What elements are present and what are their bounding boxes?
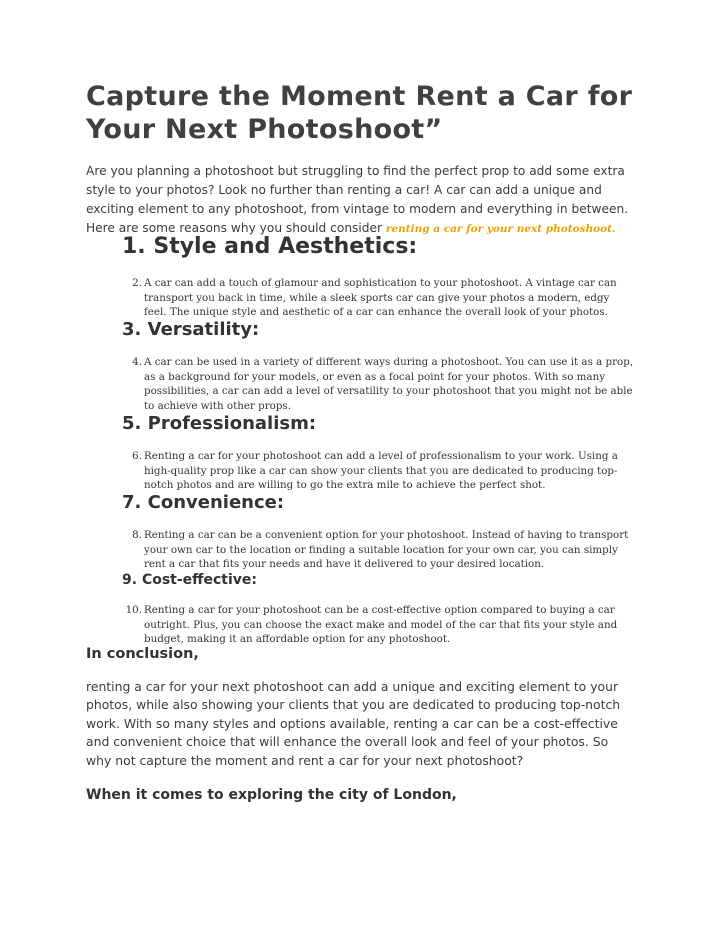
section-title: Style and Aesthetics: (153, 234, 418, 259)
item-number: 4. (132, 356, 142, 368)
renting-link[interactable]: renting a car for your next photoshoot. (385, 223, 616, 235)
list-item (122, 276, 632, 320)
section-number: 5. (122, 413, 142, 434)
item-text: Renting a car for your photoshoot can add a level of professionalism to your work. Using a high-quality prop like a car can show your clients that you are dedicated to producing top-notch photos and are willing to go the extra mile to achieve the perfect shot. (144, 450, 618, 492)
list-item (122, 449, 632, 493)
section-number: 1. (122, 234, 146, 259)
item-number: 6. (132, 450, 142, 462)
list-item (122, 528, 632, 572)
item-number: 8. (132, 529, 142, 541)
section-title: Convenience: (147, 492, 285, 513)
item-text: Renting a car for your photoshoot can be a cost-effective option compared to buying a car outright. Plus, you can choose the exact make and model of the car that fits your style and budget, making it an affordable option for any photoshoot. (144, 604, 618, 646)
item-text: A car can add a touch of glamour and sophistication to your photoshoot. A vintage car can transport you back in time, while a sleek sports car can give your photos a modern, edgy feel. The unique style and aesthetic of a car can enhance the overall look of your photos. (144, 277, 617, 319)
section-number: 9. (122, 572, 138, 588)
section-heading-professionalism (122, 413, 316, 435)
list-item (122, 603, 632, 647)
section-title: Professionalism: (147, 413, 317, 434)
section-title: Cost-effective: (141, 572, 258, 588)
conclusion-heading: In conclusion, (86, 646, 199, 662)
intro-text: Are you planning a photoshoot but struggling to find the perfect prop to add some extra style to your photos? Look no further than renting a car! A car can add a unique and exciting element to any photoshoot, from vintage to modern and everything in between. Here are some reasons why you should consider (86, 164, 629, 235)
section-number: 7. (122, 492, 142, 513)
section-heading-cost-effective (122, 571, 257, 589)
section-heading-style (122, 234, 417, 260)
page-title: Capture the Moment Rent a Car for Your Next Photoshoot” (86, 81, 633, 145)
conclusion-paragraph: renting a car for your next photoshoot can add a unique and exciting element to your photos, while also showing your clients that you are dedicated to producing top-notch work. With so many styles and options available, renting a car can be a cost-effective and convenient choice that will enhance the overall look and feel of your photos. So why not capture the moment and rent a car for your next photoshoot? (86, 679, 621, 768)
section-heading-versatility (122, 319, 259, 341)
intro-paragraph (86, 162, 646, 239)
item-text: A car can be used in a variety of different ways during a photoshoot. You can use it as a prop, as a background for your models, or even as a focal point for your photos. With so many possibilities, a car can add a level of versatility to your photoshoot that you might not be able to achieve with other props. (144, 356, 634, 412)
item-number: 2. (132, 277, 142, 289)
section-heading-convenience (122, 492, 284, 514)
item-text: Renting a car can be a convenient option for your photoshoot. Instead of having to transport your own car to the location or finding a suitable location for your own car, you can simply rent a car that fits your needs and have it delivered to your desired location. (144, 529, 629, 571)
section-number: 3. (122, 319, 142, 340)
item-number: 10. (125, 604, 142, 616)
london-heading: When it comes to exploring the city of London, (86, 787, 457, 803)
list-item (122, 355, 632, 413)
section-title: Versatility: (147, 319, 260, 340)
